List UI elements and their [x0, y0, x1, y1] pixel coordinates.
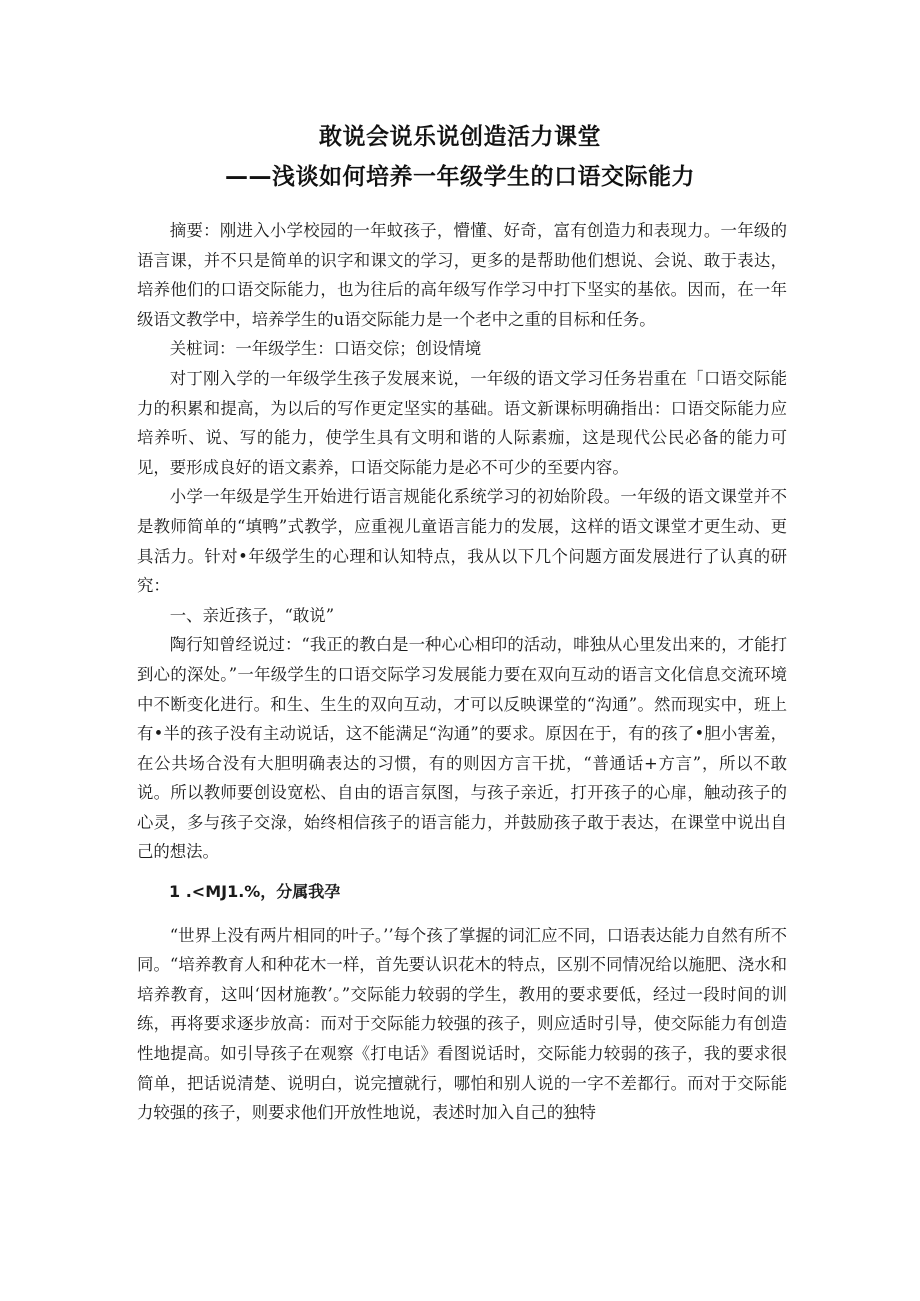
document-title: 敢说会说乐说创造活力课堂	[319, 124, 601, 150]
section-heading: 一、亲近孩子，“敢说”	[169, 605, 335, 625]
body-paragraph: 陶行知曾经说过：“我正的教白是一种心心相印的活动，啡独从心里发出来的，才能打到心的深处。”一年级学生的口语交际学习发展能力要在双向互动的语言文化信息交流环境中不断变化进行。和生、生生的双向互动，才可以反映课堂的“沟通”。然而现实中，班上有•半的孩子没有主动说话，这不能满足“沟通”的要求。原因在于，有的孩了•胆小害羞，在公共场合没有大胆明确表达的习惯，有的则因方言干扰，“普通话+方言”，所以不敢说。所以教师要创设宽松、自由的语言氛图，与孩子亲近，打开孩子的心扉，触动孩子的心灵，多与孩子交淥，始终相信孩子的语言能力，并鼓励孩子敢于表达，在课堂中说出自己的想法。	[137, 635, 787, 862]
body-paragraph: 小学一年级是学生开始进行语言规能化系统学习的初始阶段。一年级的语文课堂并不是教师简单的“填鸭”式教学，应重视儿童语言能力的发展，这样的语文课堂才更生动、更具活力。针对•年级学生的心理和认知特点，我从以下几个问题方面发展进行了认真的研究：	[137, 487, 787, 596]
body-paragraph: 对丁刚入学的一年级学生孩子发展来说，一年级的语文学习任务岩重在「口语交际能力的积累和提高，为以后的写作更定坚实的基础。语文新课标明确指出：口语交际能力应培养听、说、写的能力，使学生具有文明和谐的人际素痂，这是现代公民必备的能力可见，要形成良好的语文素养，口语交际能力是必不可少的至要内容。	[137, 368, 787, 477]
document-body	[137, 216, 787, 1128]
subsection-heading: 1 .<MJ1.%，分属我孕	[169, 882, 341, 902]
body-paragraph: “世界上没有两片相同的叶子。’’每个孩了掌握的词汇应不同，口语表达能力自然有所不同。“培养教育人和种花木一样，首先要认识花木的特点，区别不同情况给以施肥、浇水和培养教育，这叫‘因材施教’。”交际能力较弱的学生，教用的要求要低，经过一段时间的训练，再将要求逐步放高：而对于交际能力较强的孩子，则应适时引导，使交际能力有创造性地提高。如引导孩子在观察《打电话》看图说话时，交际能力较弱的孩子，我的要求很简单，把话说清楚、说明白，说完擅就行，哪怕和别人说的一字不差都行。而对于交际能力较强的孩子，则要求他们开放性地说，表述时加入自己的独特	[137, 925, 787, 1123]
document-subtitle: ——浅谈如何培养一年级学生的口语交际能力	[225, 164, 695, 190]
keywords-paragraph: 关桩词：一年级学生：口语交倧；创设情境	[169, 339, 482, 359]
abstract-paragraph: 摘要：刚进入小学校园的一年蚊孩子，懵懂、好奇，富有创造力和表现力。一年级的语言课，并不只是简单的识字和课文的学习，更多的是帮助他们想说、会说、敢于表达，培养他们的口语交际能力，也为往后的高年级写作学习中打下坚实的基依。因而，在一年级语文教学中，培养学生的u语交际能力是一个老中之重的目标和任务。	[137, 221, 787, 329]
